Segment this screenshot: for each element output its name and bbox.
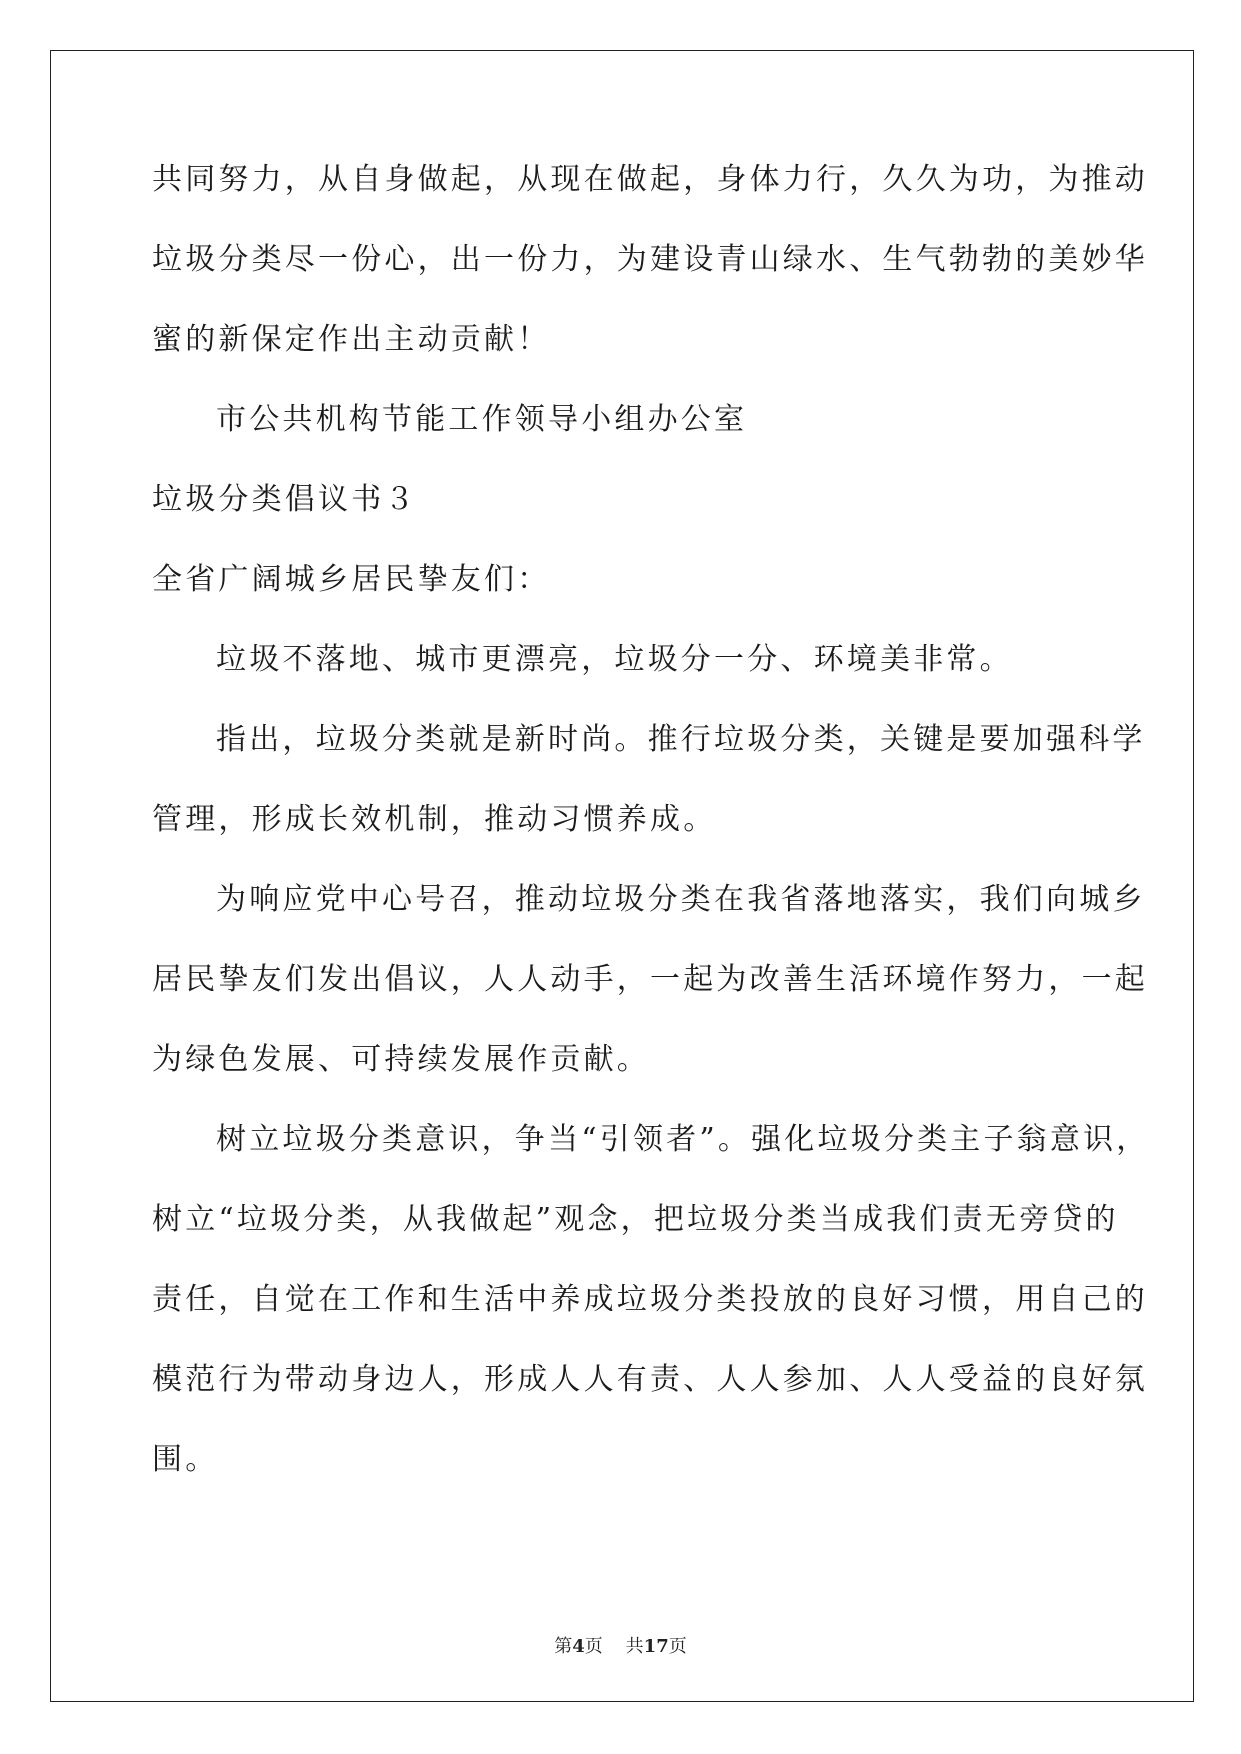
text-line: 垃圾不落地、城市更漂亮，垃圾分一分、环境美非常。 [216, 642, 1013, 677]
page-footer [0, 1632, 1241, 1658]
text-line: 管理，形成长效机制，推动习惯养成。 [152, 802, 717, 837]
text-line: 共同努力，从自身做起，从现在做起，身体力行，久久为功，为推动 [152, 162, 1148, 197]
text-line: 为绿色发展、可持续发展作贡献。 [152, 1042, 650, 1077]
text-line: 市公共机构节能工作领导小组办公室 [216, 402, 748, 437]
text-line: 全省广阔城乡居民挚友们： [152, 562, 551, 597]
total-pages: 17 [643, 1636, 669, 1657]
text-line: 为响应党中心号召，推动垃圾分类在我省落地落实，我们向城乡 [216, 882, 1146, 917]
page-prefix: 第 [554, 1636, 573, 1657]
text-line: 树立垃圾分类意识，争当“引领者”。强化垃圾分类主子翁意识， [216, 1122, 1150, 1157]
total-prefix: 共 [625, 1636, 644, 1657]
total-suffix: 页 [668, 1636, 687, 1657]
page-suffix: 页 [584, 1636, 603, 1657]
text-line: 树立“垃圾分类，从我做起”观念，把垃圾分类当成我们责无旁贷的 [152, 1202, 1119, 1237]
page-number: 4 [572, 1636, 585, 1657]
text-line: 垃圾分类倡议书３ [152, 482, 418, 517]
text-line: 围。 [152, 1442, 219, 1477]
text-line: 蜜的新保定作出主动贡献！ [152, 322, 551, 357]
text-line: 指出，垃圾分类就是新时尚。推行垃圾分类，关键是要加强科学 [216, 722, 1146, 757]
text-line: 模范行为带动身边人，形成人人有责、人人参加、人人受益的良好氛 [152, 1362, 1148, 1397]
text-line: 责任，自觉在工作和生活中养成垃圾分类投放的良好习惯，用自己的 [152, 1282, 1148, 1317]
text-line: 居民挚友们发出倡议，人人动手，一起为改善生活环境作努力，一起 [152, 962, 1148, 997]
document-body [152, 162, 1150, 1525]
text-line: 垃圾分类尽一份心，出一份力，为建设青山绿水、生气勃勃的美妙华 [152, 242, 1148, 277]
